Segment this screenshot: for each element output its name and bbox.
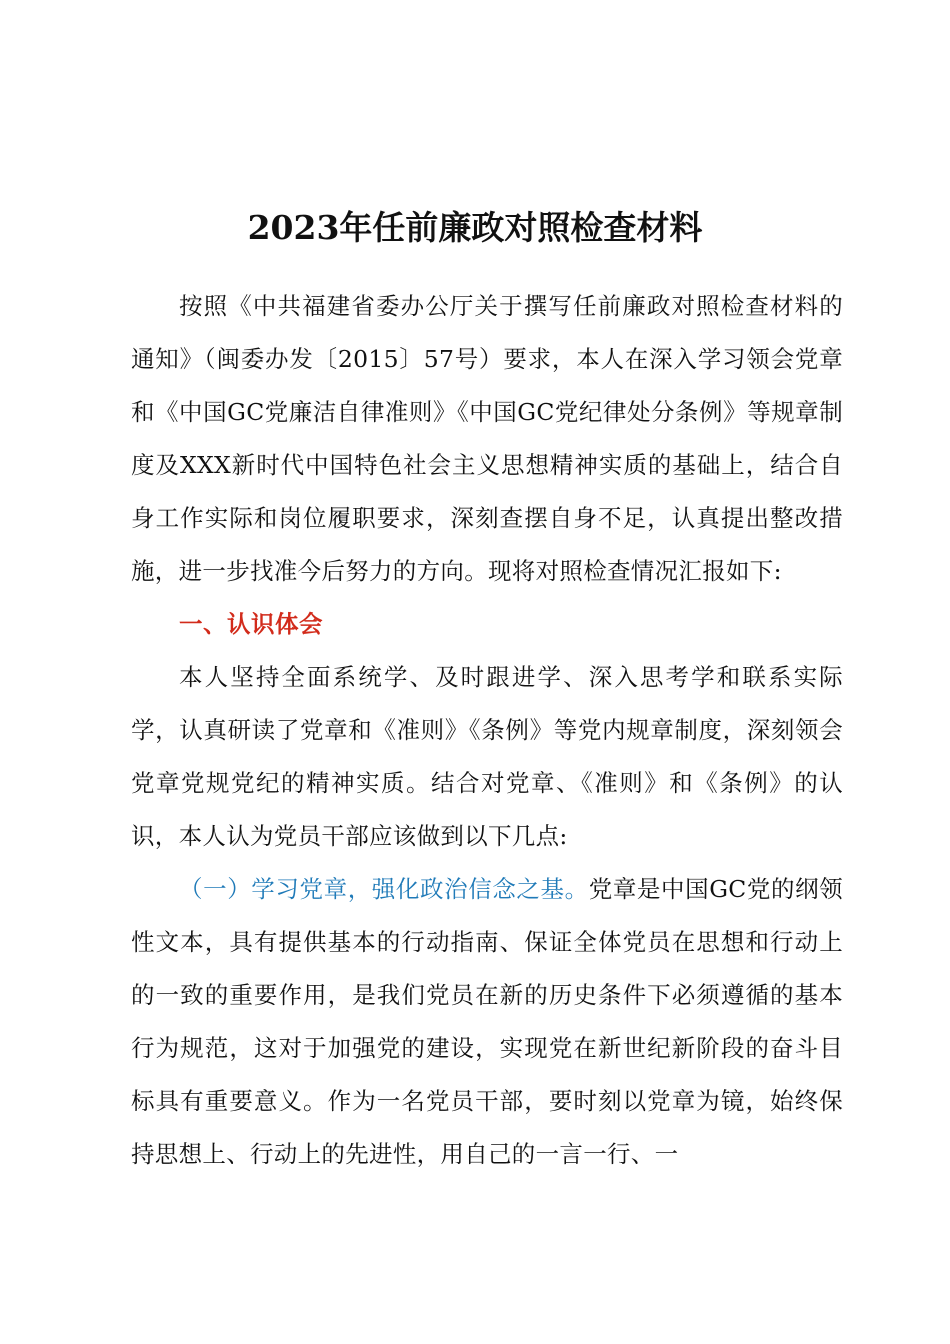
section-1-paragraph: 本人坚持全面系统学、及时跟进学、深入思考学和联系实际学，认真研读了党章和《准则》《条例》等党内规章制度，深刻领会党章党规党纪的精神实质。结合对党章、《准则》和《条例》的认识，本人认为党员干部应该做到以下几点: xyxy=(131,663,843,850)
section-heading-1: 一、认识体会 xyxy=(179,610,323,638)
document-title: 2023年任前廉政对照检查材料 xyxy=(247,208,703,247)
subsection-1-text: 党章是中国GC党的纲领性文本，具有提供基本的行动指南、保证全体党员在思想和行动上的一致的重要作用，是我们党员在新的历史条件下必须遵循的基本行为规范，这对于加强党的建设，实现党在新世纪新阶段的奋斗目标具有重要意义。作为一名党员干部，要时刻以党章为镜，始终保持思想上、行动上的先进性，用自己的一言一行、一 xyxy=(131,875,843,1168)
document-body xyxy=(131,280,843,1181)
subsection-heading-1: （一）学习党章，强化政治信念之基。 xyxy=(179,875,589,903)
intro-paragraph: 按照《中共福建省委办公厅关于撰写任前廉政对照检查材料的通知》（闽委办发〔2015〕57号）要求，本人在深入学习领会党章和《中国GC党廉洁自律准则》《中国GC党纪律处分条例》等规章制度及XXX新时代中国特色社会主义思想精神实质的基础上，结合自身工作实际和岗位履职要求，深刻查摆自身不足，认真提出整改措施，进一步找准今后努力的方向。现将对照检查情况汇报如下: xyxy=(131,292,843,585)
subsection-1-paragraph xyxy=(131,863,843,1181)
